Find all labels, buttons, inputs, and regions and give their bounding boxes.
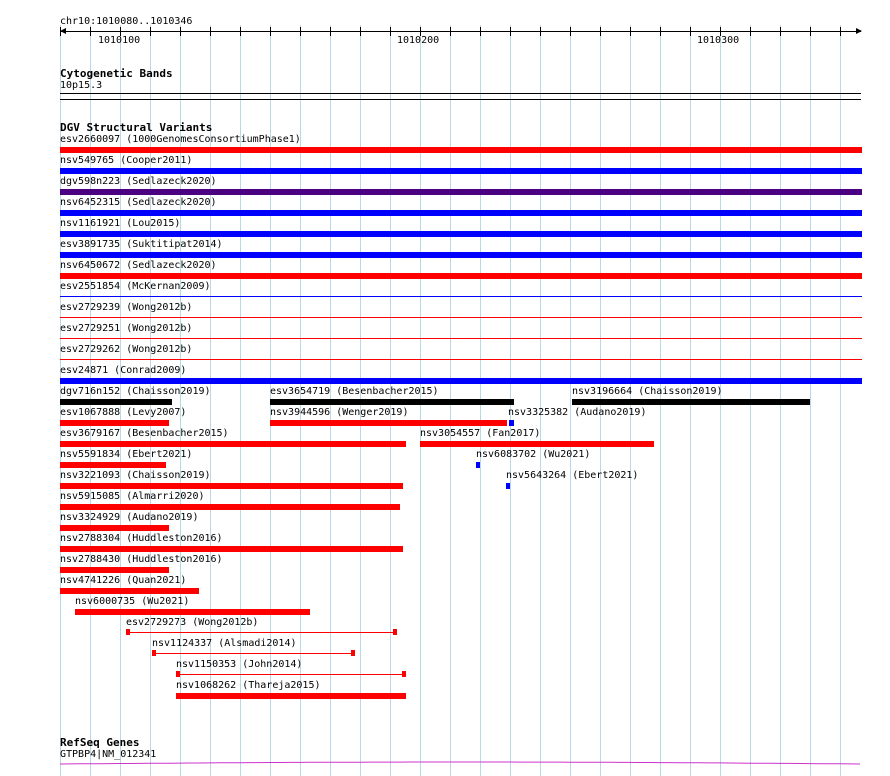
variant-label: nsv3324929 (Audano2019) (60, 512, 199, 523)
variant-bar[interactable] (60, 462, 166, 468)
variant-bar[interactable] (509, 420, 514, 426)
ruler-arrow-right (856, 28, 862, 34)
ruler-tick (570, 27, 571, 36)
cytoband-line-bottom (60, 99, 861, 100)
ruler-tick (750, 27, 751, 36)
variant-end-cap (393, 629, 397, 635)
variant-line[interactable] (176, 674, 406, 675)
variant-line[interactable] (152, 653, 355, 654)
ruler-tick (630, 27, 631, 36)
variant-line[interactable] (60, 338, 862, 339)
variant-bar[interactable] (60, 588, 199, 594)
variant-bar[interactable] (420, 441, 654, 447)
variant-label: nsv1150353 (John2014) (176, 659, 303, 670)
variant-label: nsv3196664 (Chaisson2019) (572, 386, 723, 397)
variant-label: esv3679167 (Besenbacher2015) (60, 428, 229, 439)
variant-end-cap (176, 671, 180, 677)
cytoband-track-title[interactable]: Cytogenetic Bands (60, 67, 173, 80)
dgv-track-title[interactable]: DGV Structural Variants (60, 121, 213, 134)
variant-label: esv2551854 (McKernan2009) (60, 281, 211, 292)
variant-label: esv3654719 (Besenbacher2015) (270, 386, 439, 397)
ruler-arrow-left (60, 28, 66, 34)
variant-line[interactable] (60, 317, 862, 318)
ruler-tick (300, 27, 301, 36)
cytoband-label: 10p15.3 (60, 80, 103, 91)
variant-line[interactable] (126, 632, 397, 633)
ruler-tick (390, 27, 391, 36)
variant-bar[interactable] (60, 378, 862, 384)
ruler-tick (450, 27, 451, 36)
variant-bar[interactable] (60, 441, 406, 447)
ruler-tick (360, 27, 361, 36)
variant-label: dgv598n223 (Sedlazeck2020) (60, 176, 217, 187)
variant-label: esv3891735 (Suktitipat2014) (60, 239, 223, 250)
variant-label: esv2729251 (Wong2012b) (60, 323, 193, 334)
variant-label: esv1067888 (Levy2007) (60, 407, 187, 418)
variant-bar[interactable] (506, 483, 510, 489)
ruler-tick (660, 27, 661, 36)
variant-label: esv2729262 (Wong2012b) (60, 344, 193, 355)
ruler-tick (600, 27, 601, 36)
variant-label: nsv6450672 (Sedlazeck2020) (60, 260, 217, 271)
variant-bar[interactable] (60, 273, 862, 279)
ruler-tick (90, 27, 91, 36)
variant-bar[interactable] (60, 399, 172, 405)
variant-label: esv2729273 (Wong2012b) (126, 617, 259, 628)
ruler-tick (510, 27, 511, 36)
refseq-gene-label[interactable]: GTPBP4|NM_012341 (60, 749, 157, 760)
variant-bar[interactable] (270, 399, 514, 405)
variant-end-cap (126, 629, 130, 635)
variant-bar[interactable] (60, 525, 169, 531)
variant-bar[interactable] (60, 189, 862, 195)
ruler-tick (180, 27, 181, 36)
ruler-tick (480, 27, 481, 36)
variant-line[interactable] (60, 359, 862, 360)
ruler-tick (810, 27, 811, 36)
variant-bar[interactable] (60, 420, 169, 426)
variant-label: nsv6452315 (Sedlazeck2020) (60, 197, 217, 208)
variant-bar[interactable] (60, 210, 862, 216)
ruler-tick (780, 27, 781, 36)
variant-label: nsv1161921 (Lou2015) (60, 218, 181, 229)
variant-bar[interactable] (60, 231, 862, 237)
variant-bar[interactable] (476, 462, 480, 468)
variant-bar[interactable] (60, 483, 403, 489)
variant-label: nsv549765 (Cooper2011) (60, 155, 193, 166)
variant-bar[interactable] (176, 693, 406, 699)
variant-label: dgv716n152 (Chaisson2019) (60, 386, 211, 397)
variant-label: nsv1124337 (Alsmadi2014) (152, 638, 297, 649)
variant-bar[interactable] (60, 147, 862, 153)
variant-label: nsv1068262 (Thareja2015) (176, 680, 321, 691)
variant-label: esv24871 (Conrad2009) (60, 365, 187, 376)
variant-label: nsv5643264 (Ebert2021) (506, 470, 639, 481)
cytoband-line-top (60, 93, 861, 94)
variant-label: nsv4741226 (Quan2021) (60, 575, 187, 586)
ruler-tick (150, 27, 151, 36)
variant-label: nsv6000735 (Wu2021) (75, 596, 190, 607)
refseq-track-title[interactable]: RefSeq Genes (60, 736, 140, 749)
tick-label-1: 1010100 (98, 35, 141, 46)
ruler-tick (210, 27, 211, 36)
tick-label-3: 1010300 (697, 35, 740, 46)
variant-label: nsv2788430 (Huddleston2016) (60, 554, 223, 565)
ruler-tick (330, 27, 331, 36)
ruler-tick (690, 27, 691, 36)
variant-bar[interactable] (270, 420, 507, 426)
variant-end-cap (351, 650, 355, 656)
variant-bar[interactable] (60, 567, 169, 573)
variant-label: nsv5915085 (Almarri2020) (60, 491, 205, 502)
variant-label: nsv5591834 (Ebert2021) (60, 449, 193, 460)
variant-bar[interactable] (60, 252, 862, 258)
variant-bar[interactable] (60, 168, 862, 174)
ruler-tick (840, 27, 841, 36)
ruler-tick (270, 27, 271, 36)
variant-label: nsv3944596 (Wenger2019) (270, 407, 409, 418)
variant-label: nsv2788304 (Huddleston2016) (60, 533, 223, 544)
ruler-tick (240, 27, 241, 36)
variant-label: esv2729239 (Wong2012b) (60, 302, 193, 313)
variant-label: nsv3054557 (Fan2017) (420, 428, 541, 439)
variant-end-cap (402, 671, 406, 677)
tick-label-2: 1010200 (397, 35, 440, 46)
region-label: chr10:1010080..1010346 (60, 16, 193, 27)
variant-bar[interactable] (75, 609, 310, 615)
ruler-tick (540, 27, 541, 36)
variant-label: nsv3221093 (Chaisson2019) (60, 470, 211, 481)
variant-label: nsv6083702 (Wu2021) (476, 449, 591, 460)
variant-label: esv2660097 (1000GenomesConsortiumPhase1) (60, 134, 301, 145)
refseq-gene-feature[interactable] (0, 755, 890, 770)
variant-label: nsv3325382 (Audano2019) (508, 407, 647, 418)
variant-line[interactable] (60, 296, 862, 297)
variant-bar[interactable] (60, 546, 403, 552)
variant-bar[interactable] (572, 399, 810, 405)
variant-bar[interactable] (60, 504, 400, 510)
variant-end-cap (152, 650, 156, 656)
